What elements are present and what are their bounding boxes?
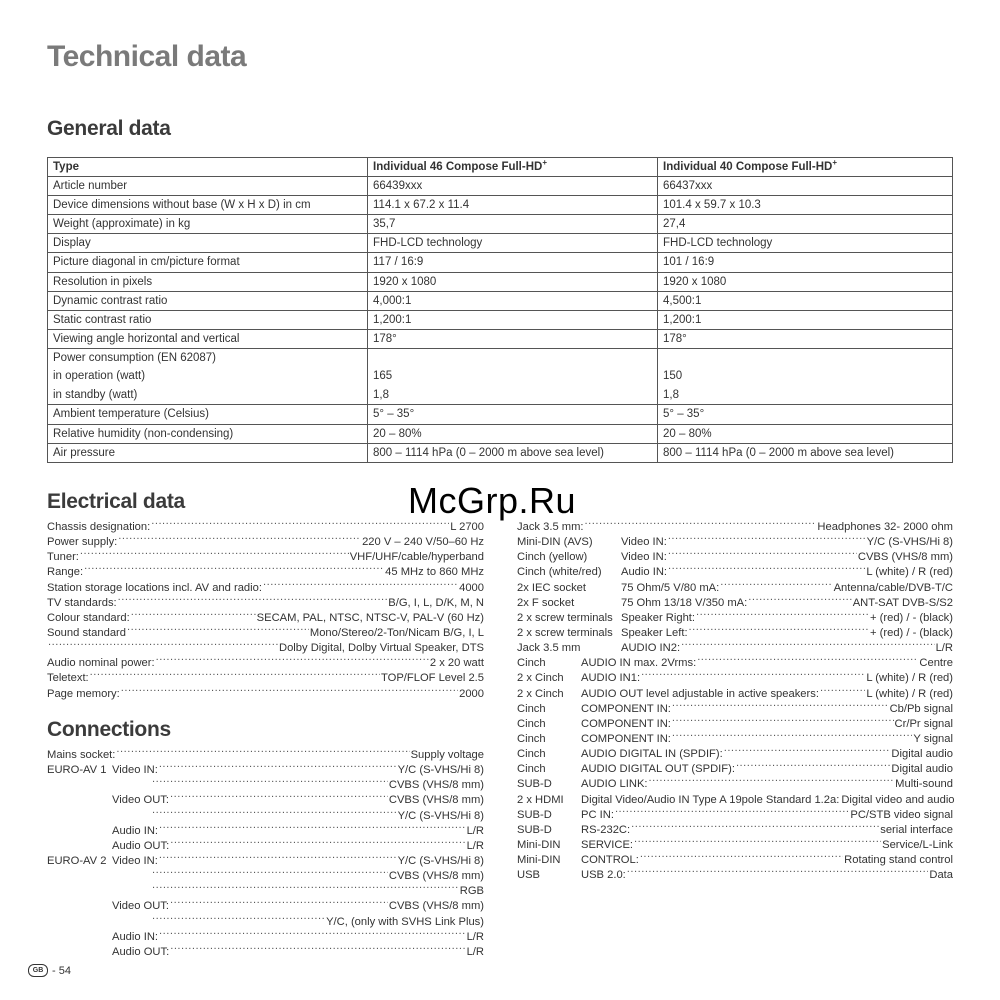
spec-value: Dolby Digital, Dolby Virtual Speaker, DTS	[279, 642, 484, 655]
table-cell: 800 – 1114 hPa (0 – 2000 m above sea level)	[658, 443, 953, 462]
spec-value: Digital audio	[891, 763, 953, 776]
table-cell: 101 / 16:9	[658, 253, 953, 272]
table-cell: FHD-LCD technology	[658, 234, 953, 253]
spec-row	[517, 775, 953, 790]
dot-leader	[159, 761, 397, 773]
table-cell: 178°	[368, 329, 658, 348]
spec-value: ANT-SAT DVB-S/S2	[852, 596, 953, 609]
dot-leader	[152, 867, 388, 879]
table-cell: 1,200:1	[368, 310, 658, 329]
spec-value: SECAM, PAL, NTSC, NTSC-V, PAL-V (60 Hz)	[256, 611, 484, 624]
dot-leader	[615, 806, 849, 818]
connector-label: Audio IN:	[621, 566, 668, 579]
spec-value: B/G, I, L, D/K, M, N	[388, 596, 484, 609]
connector-type: Cinch	[517, 732, 546, 745]
spec-value: + (red) / - (black)	[870, 611, 953, 624]
connector-type: 2 x Cinch	[517, 687, 564, 700]
spec-value: Y signal	[913, 732, 953, 745]
dot-leader	[127, 624, 309, 636]
spec-value: Multi-sound	[895, 778, 953, 791]
connector-label: PC IN:	[581, 808, 614, 821]
dot-leader	[672, 715, 894, 727]
spec-value: CVBS (VHS/8 mm)	[388, 900, 484, 913]
table-row	[48, 196, 953, 215]
connector-label: Video IN:	[621, 536, 667, 549]
spec-row	[517, 669, 953, 684]
connector-type: USB	[517, 869, 541, 882]
spec-row	[517, 654, 953, 669]
spec-value: Y/C, (only with SVHS Link Plus)	[326, 915, 484, 928]
table-cell: 20 – 80%	[658, 424, 953, 443]
table-cell: Air pressure	[48, 443, 368, 462]
connector-label: Digital Video/Audio IN Type A 19pole Standard 1.2a:	[581, 793, 840, 806]
spec-row	[47, 791, 484, 806]
dot-leader	[720, 579, 832, 591]
dot-leader	[748, 594, 851, 606]
table-cell: 66439xxx	[368, 177, 658, 196]
spec-row	[47, 852, 484, 867]
spec-row	[517, 639, 953, 654]
table-cell: Dynamic contrast ratio	[48, 291, 368, 310]
spec-value: L (white) / R (red)	[866, 566, 953, 579]
spec-value: CVBS (VHS/8 mm)	[388, 779, 484, 792]
power-label-line: in operation (watt)	[53, 370, 146, 383]
spec-value: Digital video and audio	[841, 793, 955, 806]
spec-row	[47, 579, 484, 594]
dot-leader	[672, 700, 889, 712]
connector-label: Audio OUT:	[112, 839, 170, 852]
general-data-table	[47, 157, 953, 463]
spec-label: Page memory:	[47, 687, 120, 700]
spec-label: Sound standard	[47, 626, 126, 639]
spec-row	[47, 928, 484, 943]
connector-type: Jack 3.5 mm:	[517, 521, 584, 533]
spec-value: L/R	[466, 824, 484, 837]
spec-row	[517, 624, 953, 639]
header-model-46: Individual 46 Compose Full-HD+	[368, 158, 658, 177]
dot-leader	[170, 897, 388, 909]
connector-label: AUDIO IN2:	[621, 642, 681, 655]
spec-value: 45 MHz to 860 MHz	[385, 566, 484, 579]
spec-row	[47, 639, 484, 654]
spec-row	[517, 760, 953, 775]
table-cell: Display	[48, 234, 368, 253]
connector-type: Mini-DIN (AVS)	[517, 536, 593, 549]
table-cell: 66437xxx	[658, 177, 953, 196]
spec-value: Y/C (S-VHS/Hi 8)	[397, 809, 484, 822]
dot-leader	[585, 518, 817, 530]
dot-leader	[820, 685, 865, 697]
table-header-row	[48, 158, 953, 177]
dot-leader	[641, 669, 865, 681]
spec-value: L/R	[935, 642, 953, 655]
connector-type: Cinch	[517, 717, 546, 730]
dot-leader	[668, 533, 866, 545]
spec-row	[47, 882, 484, 897]
dot-leader	[118, 533, 361, 545]
dot-leader	[640, 851, 843, 863]
spec-value: VHF/UHF/cable/hyperband	[349, 551, 484, 564]
electrical-data-heading: Electrical data	[47, 490, 185, 513]
dot-leader	[689, 624, 869, 636]
spec-row	[517, 594, 953, 609]
power-spacer	[663, 349, 947, 368]
connector-label: RS-232C:	[581, 823, 631, 836]
connector-type: Jack 3.5 mm	[517, 642, 581, 655]
dot-leader	[681, 639, 935, 651]
table-cell: Picture diagonal in cm/picture format	[48, 253, 368, 272]
table-cell: Relative humidity (non-condensing)	[48, 424, 368, 443]
spec-value: Y/C (S-VHS/Hi 8)	[866, 536, 953, 549]
spec-row	[47, 943, 484, 958]
dot-leader	[724, 745, 891, 757]
spec-row	[517, 791, 953, 806]
dot-leader	[90, 669, 380, 681]
spec-value: Rotating stand control	[844, 854, 953, 867]
connector-type: 2 x HDMI	[517, 793, 564, 806]
spec-value: Y/C (S-VHS/Hi 8)	[397, 764, 484, 777]
header-type: Type	[48, 158, 368, 177]
dot-leader	[152, 807, 397, 819]
table-row-power	[48, 348, 953, 405]
dot-leader	[696, 609, 869, 621]
spec-label: Tuner:	[47, 551, 79, 564]
spec-value: 2 x 20 watt	[429, 657, 484, 670]
spec-row	[517, 715, 953, 730]
table-row	[48, 291, 953, 310]
spec-row	[517, 730, 953, 745]
table-row	[48, 272, 953, 291]
connector-label: AUDIO IN max. 2Vrms:	[581, 657, 697, 670]
connector-label: Audio OUT:	[112, 945, 170, 958]
table-row	[48, 329, 953, 348]
dot-leader	[668, 548, 857, 560]
connector-label: SERVICE:	[581, 838, 634, 851]
connections-right-list	[517, 518, 953, 881]
connector-label: AUDIO DIGITAL OUT (SPDIF):	[581, 763, 735, 776]
spec-value: Antenna/cable/DVB-T/C	[833, 581, 953, 594]
connector-label: COMPONENT IN:	[581, 702, 671, 715]
spec-row	[517, 685, 953, 700]
spec-row	[47, 897, 484, 912]
dot-leader	[263, 579, 458, 591]
watermark: McGrp.Ru	[408, 480, 577, 521]
spec-value: Mono/Stereo/2-Ton/Nicam B/G, I, L	[309, 626, 484, 639]
spec-value: Y/C (S-VHS/Hi 8)	[397, 854, 484, 867]
spec-row	[47, 594, 484, 609]
spec-row	[47, 669, 484, 684]
connector-type: 2 x screw terminals	[517, 626, 613, 639]
connector-label: Video OUT:	[112, 900, 170, 913]
power-value-line: 1,8	[373, 388, 389, 401]
table-cell: 1,200:1	[658, 310, 953, 329]
page-footer	[28, 964, 71, 977]
dot-leader	[152, 776, 388, 788]
spec-row	[47, 624, 484, 639]
connector-label: AUDIO OUT level adjustable in active speakers:	[581, 687, 819, 700]
spec-row	[517, 609, 953, 624]
spec-label: Colour standard:	[47, 611, 130, 624]
table-cell: 101.4 x 59.7 x 10.3	[658, 196, 953, 215]
connector-type: Cinch	[517, 657, 546, 670]
spec-row	[47, 685, 484, 700]
table-row	[48, 234, 953, 253]
table-cell: Device dimensions without base (W x H x D) in cm	[48, 196, 368, 215]
spec-label: Power supply:	[47, 536, 118, 549]
dot-leader	[152, 882, 459, 894]
table-row	[48, 215, 953, 234]
connector-label: COMPONENT IN:	[581, 732, 671, 745]
table-cell: 117 / 16:9	[368, 253, 658, 272]
connector-type: EURO-AV 2	[47, 854, 107, 867]
page-title: Technical data	[47, 40, 247, 73]
power-label-line: Power consumption (EN 62087)	[53, 351, 216, 364]
spec-row	[47, 533, 484, 548]
spec-row	[47, 822, 484, 837]
spec-value: CVBS (VHS/8 mm)	[388, 794, 484, 807]
connector-label: Speaker Left:	[621, 626, 688, 639]
connector-label: AUDIO IN1:	[581, 672, 641, 685]
connector-type: Cinch (white/red)	[517, 566, 602, 579]
spec-value: CVBS (VHS/8 mm)	[388, 870, 484, 883]
dot-leader	[170, 943, 465, 955]
header-model-40: Individual 40 Compose Full-HD+	[658, 158, 953, 177]
connector-type: Cinch	[517, 748, 546, 761]
spec-row	[47, 867, 484, 882]
spec-row	[47, 548, 484, 563]
dot-leader	[634, 836, 881, 848]
spec-row	[517, 700, 953, 715]
dot-leader	[159, 928, 466, 940]
spec-row	[47, 563, 484, 578]
table-cell: 27,4	[658, 215, 953, 234]
connector-label: COMPONENT IN:	[581, 717, 671, 730]
table-cell: 178°	[658, 329, 953, 348]
table-cell: 114.1 x 67.2 x 11.4	[368, 196, 658, 215]
connector-type: 2 x screw terminals	[517, 611, 613, 624]
page-number: - 54	[52, 964, 71, 977]
spec-value: Digital audio	[891, 748, 953, 761]
spec-row	[517, 533, 953, 548]
dot-leader	[131, 609, 256, 621]
spec-value: Supply voltage	[410, 749, 484, 761]
connector-type: Cinch	[517, 763, 546, 776]
dot-leader	[118, 594, 388, 606]
table-cell: 5° – 35°	[368, 405, 658, 424]
power-value-cell	[658, 348, 953, 405]
connector-label: AUDIO LINK:	[581, 778, 648, 791]
dot-leader	[631, 821, 879, 833]
spec-row	[517, 806, 953, 821]
power-value-line: 150	[663, 370, 683, 383]
power-label-cell	[48, 348, 368, 405]
spec-row	[47, 807, 484, 822]
spec-row	[47, 776, 484, 791]
table-cell: Article number	[48, 177, 368, 196]
spec-value: PC/STB video signal	[850, 808, 953, 821]
dot-leader	[156, 654, 429, 666]
power-value-line: 165	[373, 370, 393, 383]
spec-row	[47, 837, 484, 852]
dot-leader	[649, 775, 895, 787]
spec-value: Headphones 32- 2000 ohm	[817, 521, 953, 533]
connector-type: 2 x Cinch	[517, 672, 564, 685]
spec-row	[47, 746, 484, 761]
dot-leader	[48, 639, 278, 651]
power-value-cell	[368, 348, 658, 405]
spec-row	[517, 745, 953, 760]
table-row	[48, 310, 953, 329]
connector-label: 75 Ohm 13/18 V/350 mA:	[621, 596, 748, 609]
spec-value: Centre	[919, 657, 953, 670]
dot-leader	[170, 791, 388, 803]
power-spacer	[373, 349, 652, 368]
connections-heading: Connections	[47, 718, 171, 741]
spec-label: Station storage locations incl. AV and radio:	[47, 581, 262, 594]
connector-label: Video IN:	[621, 551, 667, 564]
table-cell: 4,500:1	[658, 291, 953, 310]
spec-value: L/R	[466, 839, 484, 852]
dot-leader	[697, 654, 918, 666]
table-cell: Viewing angle horizontal and vertical	[48, 329, 368, 348]
table-cell: 800 – 1114 hPa (0 – 2000 m above sea level)	[368, 443, 658, 462]
dot-leader	[151, 518, 449, 530]
connector-label: Audio IN:	[112, 930, 159, 943]
table-cell: FHD-LCD technology	[368, 234, 658, 253]
table-row	[48, 405, 953, 424]
spec-value: L/R	[466, 945, 484, 958]
dot-leader	[736, 760, 890, 772]
table-cell: Static contrast ratio	[48, 310, 368, 329]
spec-row	[517, 563, 953, 578]
table-cell: Resolution in pixels	[48, 272, 368, 291]
dot-leader	[159, 852, 397, 864]
connector-type: EURO-AV 1	[47, 764, 107, 777]
general-data-heading: General data	[47, 117, 171, 140]
spec-value: L (white) / R (red)	[866, 687, 953, 700]
language-badge: GB	[28, 964, 48, 977]
spec-value: + (red) / - (black)	[870, 626, 953, 639]
spec-value: Cr/Pr signal	[894, 717, 953, 730]
dot-leader	[116, 746, 409, 758]
dot-leader	[672, 730, 912, 742]
connector-label: Video IN:	[112, 764, 158, 777]
spec-value: TOP/FLOF Level 2.5	[380, 672, 484, 685]
spec-row	[47, 654, 484, 669]
dot-leader	[159, 822, 466, 834]
spec-value: L 2700	[450, 521, 484, 533]
connector-label: Video IN:	[112, 854, 158, 867]
connector-type: Mini-DIN	[517, 838, 561, 851]
connector-type: 2x F socket	[517, 596, 575, 609]
spec-row	[517, 851, 953, 866]
power-label-line: in standby (watt)	[53, 388, 138, 401]
connector-type: SUB-D	[517, 823, 552, 836]
table-cell: Weight (approximate) in kg	[48, 215, 368, 234]
spec-value: L (white) / R (red)	[866, 672, 953, 685]
connector-label: 75 Ohm/5 V/80 mA:	[621, 581, 720, 594]
table-row	[48, 424, 953, 443]
electrical-data-list	[47, 518, 484, 700]
connector-label: CONTROL:	[581, 854, 639, 867]
table-cell: 5° – 35°	[658, 405, 953, 424]
spec-value: 4000	[459, 581, 484, 594]
dot-leader	[84, 563, 384, 575]
spec-row	[517, 518, 953, 533]
table-cell: 1920 x 1080	[368, 272, 658, 291]
connector-type: Cinch (yellow)	[517, 551, 588, 564]
table-cell: 20 – 80%	[368, 424, 658, 443]
dot-leader	[170, 837, 465, 849]
spec-value: 220 V – 240 V/50–60 Hz	[362, 536, 484, 549]
spec-row	[517, 866, 953, 881]
spec-value: serial interface	[880, 823, 953, 836]
spec-row	[517, 548, 953, 563]
spec-label: Range:	[47, 566, 84, 579]
connector-label: Speaker Right:	[621, 611, 696, 624]
spec-row	[47, 609, 484, 624]
table-row	[48, 253, 953, 272]
connector-type: Mini-DIN	[517, 854, 561, 867]
connector-label: AUDIO DIGITAL IN (SPDIF):	[581, 748, 723, 761]
spec-row	[517, 821, 953, 836]
spec-label: Chassis designation:	[47, 521, 151, 533]
connector-label: Video OUT:	[112, 794, 170, 807]
connector-type: SUB-D	[517, 808, 552, 821]
table-cell: 1920 x 1080	[658, 272, 953, 291]
dot-leader	[668, 563, 865, 575]
spec-label: Mains socket:	[47, 749, 116, 761]
spec-row	[47, 913, 484, 928]
connector-label: USB 2.0:	[581, 869, 626, 882]
connector-type: SUB-D	[517, 778, 552, 791]
table-row	[48, 443, 953, 462]
spec-value: Cb/Pb signal	[889, 702, 953, 715]
spec-label: Audio nominal power:	[47, 657, 155, 670]
spec-value: L/R	[466, 930, 484, 943]
spec-value: Data	[929, 869, 953, 882]
spec-row	[517, 579, 953, 594]
table-cell: 4,000:1	[368, 291, 658, 310]
spec-row	[47, 761, 484, 776]
dot-leader	[80, 548, 349, 560]
table-cell: 35,7	[368, 215, 658, 234]
spec-value: CVBS (VHS/8 mm)	[857, 551, 953, 564]
connector-type: 2x IEC socket	[517, 581, 587, 594]
spec-label: Teletext:	[47, 672, 89, 685]
dot-leader	[152, 913, 325, 925]
spec-value: RGB	[459, 885, 484, 898]
connector-label: Audio IN:	[112, 824, 159, 837]
spec-value: 2000	[459, 687, 484, 700]
dot-leader	[121, 685, 458, 697]
spec-row	[517, 836, 953, 851]
spec-label: TV standards:	[47, 596, 117, 609]
spec-value: Service/L-Link	[882, 838, 953, 851]
table-cell: Ambient temperature (Celsius)	[48, 405, 368, 424]
connector-type: Cinch	[517, 702, 546, 715]
connections-left-list	[47, 746, 484, 958]
table-row	[48, 177, 953, 196]
power-value-line: 1,8	[663, 388, 679, 401]
dot-leader	[627, 866, 929, 878]
